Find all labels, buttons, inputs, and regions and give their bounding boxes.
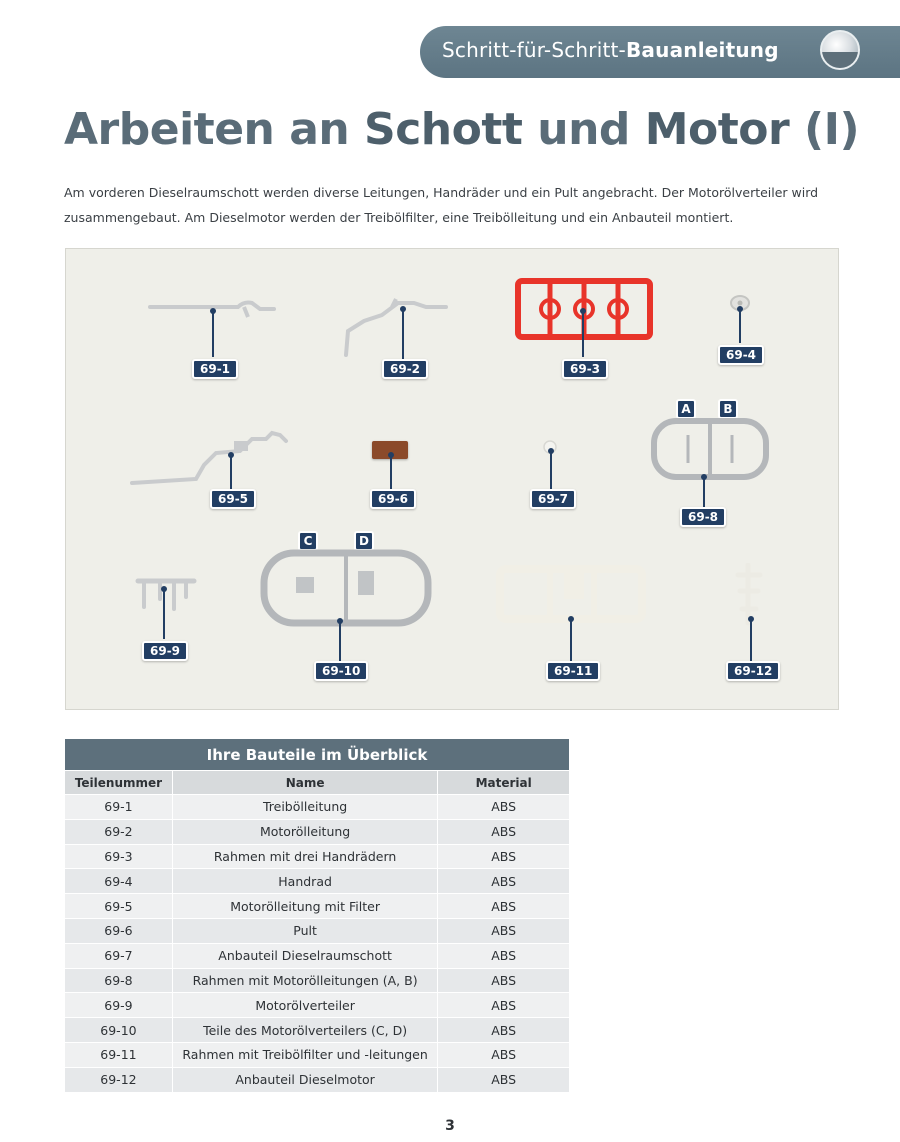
cell-material: ABS: [438, 869, 570, 894]
cell-material: ABS: [438, 894, 570, 919]
leader-69-7: [550, 451, 552, 489]
cell-part-number: 69-9: [65, 993, 173, 1018]
cell-part-number: 69-6: [65, 918, 173, 943]
leader-dot-69-11: [568, 616, 574, 622]
leader-dot-69-12: [748, 616, 754, 622]
leader-dot-69-2: [400, 306, 406, 312]
cell-material: ABS: [438, 1018, 570, 1043]
cell-name: Motorölverteiler: [172, 993, 437, 1018]
label-69-4: 69-4: [718, 345, 764, 365]
table-row: [65, 1042, 570, 1067]
label-69-6: 69-6: [370, 489, 416, 509]
cell-part-number: 69-7: [65, 943, 173, 968]
leader-69-9: [163, 589, 165, 639]
cell-part-number: 69-8: [65, 968, 173, 993]
part-69-2-image: [342, 295, 450, 359]
label-69-5: 69-5: [210, 489, 256, 509]
leader-69-11: [570, 619, 572, 661]
leader-69-6: [390, 455, 392, 489]
label-69-7: 69-7: [530, 489, 576, 509]
globe-icon: [820, 30, 860, 70]
part-69-9-image: [134, 575, 198, 615]
label-69-9: 69-9: [142, 641, 188, 661]
cell-material: ABS: [438, 968, 570, 993]
cell-material: ABS: [438, 844, 570, 869]
cell-name: Motorölleitung mit Filter: [172, 894, 437, 919]
leader-dot-69-8: [701, 474, 707, 480]
parts-photo: [65, 248, 839, 710]
cell-name: Motorölleitung: [172, 819, 437, 844]
part-69-5-image: [130, 425, 290, 489]
leader-dot-69-1: [210, 308, 216, 314]
table-row: [65, 869, 570, 894]
page-title: Arbeiten an Schott und Motor (I): [64, 104, 860, 155]
table-header-material: Material: [438, 771, 570, 795]
cell-part-number: 69-4: [65, 869, 173, 894]
leader-dot-69-3: [580, 308, 586, 314]
cell-part-number: 69-1: [65, 795, 173, 820]
cell-material: ABS: [438, 918, 570, 943]
label-69-1: 69-1: [192, 359, 238, 379]
table-row: [65, 844, 570, 869]
cell-material: ABS: [438, 1067, 570, 1092]
table-header-name: Name: [172, 771, 437, 795]
cell-material: ABS: [438, 993, 570, 1018]
leader-69-4: [739, 309, 741, 343]
leader-69-2: [402, 309, 404, 359]
table-caption: Ihre Bauteile im Überblick: [65, 739, 570, 771]
cell-material: ABS: [438, 943, 570, 968]
cell-part-number: 69-12: [65, 1067, 173, 1092]
cell-name: Pult: [172, 918, 437, 943]
cell-part-number: 69-5: [65, 894, 173, 919]
cell-name: Treibölleitung: [172, 795, 437, 820]
intro-text: Am vorderen Dieselraumschott werden diverse Leitungen, Handräder und ein Pult angebracht. Der Motorölverteiler wird zusammengebaut. Am Dieselmotor werden der Treibölfilter, eine Treibölleitung und ein Anbauteil montiert.: [64, 185, 819, 225]
table-row: [65, 943, 570, 968]
label-69-11: 69-11: [546, 661, 600, 681]
cell-name: Anbauteil Dieselmotor: [172, 1067, 437, 1092]
cell-name: Teile des Motorölverteilers (C, D): [172, 1018, 437, 1043]
leader-dot-69-4: [737, 306, 743, 312]
label-69-3: 69-3: [562, 359, 608, 379]
table-row: [65, 1067, 570, 1092]
table-row: [65, 968, 570, 993]
leader-69-3: [582, 311, 584, 357]
label-69-8-B: B: [718, 399, 738, 419]
cell-part-number: 69-3: [65, 844, 173, 869]
table-row: [65, 1018, 570, 1043]
cell-name: Handrad: [172, 869, 437, 894]
table-header-part-number: Teilenummer: [65, 771, 173, 795]
cell-name: Rahmen mit Motorölleitungen (A, B): [172, 968, 437, 993]
part-69-10-image: [260, 549, 432, 627]
table-row: [65, 993, 570, 1018]
label-69-8: 69-8: [680, 507, 726, 527]
label-69-10-D: D: [354, 531, 374, 551]
leader-dot-69-7: [548, 448, 554, 454]
leader-dot-69-9: [161, 586, 167, 592]
leader-69-10: [339, 621, 341, 661]
cell-name: Anbauteil Dieselraumschott: [172, 943, 437, 968]
leader-dot-69-5: [228, 452, 234, 458]
table-row: [65, 795, 570, 820]
leader-69-5: [230, 455, 232, 489]
leader-dot-69-10: [337, 618, 343, 624]
cell-name: Rahmen mit drei Handrädern: [172, 844, 437, 869]
table-row: [65, 819, 570, 844]
cell-name: Rahmen mit Treibölfilter und -leitungen: [172, 1042, 437, 1067]
label-69-8-A: A: [676, 399, 696, 419]
leader-69-8: [703, 477, 705, 507]
cell-part-number: 69-2: [65, 819, 173, 844]
page-number: 3: [445, 1118, 455, 1134]
leader-69-1: [212, 311, 214, 357]
cell-part-number: 69-10: [65, 1018, 173, 1043]
label-69-12: 69-12: [726, 661, 780, 681]
part-69-8-image: [650, 417, 770, 481]
parts-table: [64, 738, 570, 1093]
cell-material: ABS: [438, 795, 570, 820]
table-row: [65, 918, 570, 943]
cell-material: ABS: [438, 1042, 570, 1067]
header-banner-text: Schritt-für-Schritt-Bauanleitung: [442, 38, 779, 62]
table-body: [65, 795, 570, 1093]
leader-69-12: [750, 619, 752, 661]
cell-material: ABS: [438, 819, 570, 844]
leader-dot-69-6: [388, 452, 394, 458]
table-row: [65, 894, 570, 919]
label-69-10: 69-10: [314, 661, 368, 681]
label-69-2: 69-2: [382, 359, 428, 379]
label-69-10-C: C: [298, 531, 318, 551]
cell-part-number: 69-11: [65, 1042, 173, 1067]
